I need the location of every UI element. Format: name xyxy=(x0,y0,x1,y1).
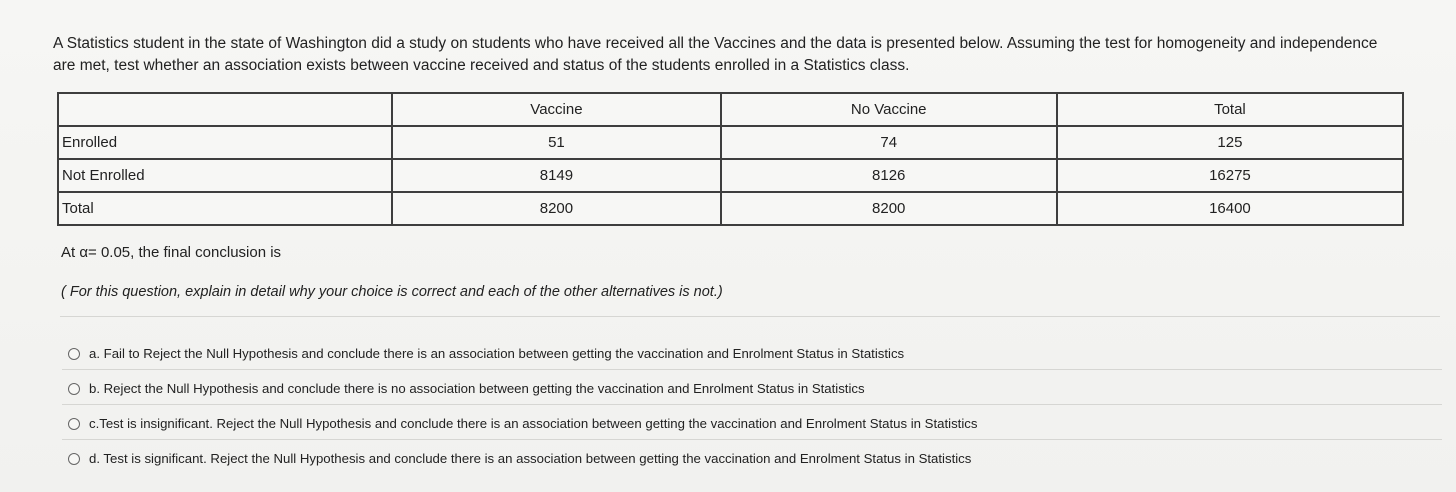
table-cell: 125 xyxy=(1057,126,1403,159)
table-cell: 8126 xyxy=(721,159,1057,192)
table-cell: 16275 xyxy=(1057,159,1403,192)
row-label-total: Total xyxy=(58,192,392,225)
radio-button-icon[interactable] xyxy=(68,418,80,430)
table-header-no-vaccine: No Vaccine xyxy=(721,93,1057,126)
table-cell: 8149 xyxy=(392,159,720,192)
choice-d[interactable] xyxy=(68,441,1448,476)
choice-b[interactable] xyxy=(68,371,1448,406)
contingency-table xyxy=(57,92,1404,226)
table-cell: 16400 xyxy=(1057,192,1403,225)
radio-button-icon[interactable] xyxy=(68,348,80,360)
row-label-enrolled: Enrolled xyxy=(58,126,392,159)
radio-button-icon[interactable] xyxy=(68,383,80,395)
row-label-not-enrolled: Not Enrolled xyxy=(58,159,392,192)
table-cell: 8200 xyxy=(392,192,720,225)
table-header-total: Total xyxy=(1057,93,1403,126)
choice-d-label: d. Test is significant. Reject the Null Hypothesis and conclude there is an association between getting the vaccination and Enrolment Status in Statistics xyxy=(89,451,972,466)
table-header-vaccine: Vaccine xyxy=(392,93,720,126)
table-cell: 51 xyxy=(392,126,720,159)
table-row xyxy=(58,159,1403,192)
table-cell: 8200 xyxy=(721,192,1057,225)
table-row xyxy=(58,126,1403,159)
choice-c[interactable] xyxy=(68,406,1448,441)
choice-c-label: c.Test is insignificant. Reject the Null Hypothesis and conclude there is an association between getting the vaccination and Enrolment Status in Statistics xyxy=(89,416,978,431)
choice-b-label: b. Reject the Null Hypothesis and conclude there is no association between getting the vaccination and Enrolment Status in Statistics xyxy=(89,381,865,396)
alpha-prompt: At α= 0.05, the final conclusion is xyxy=(61,244,282,261)
table-header-corner xyxy=(58,93,392,126)
choice-a-label: a. Fail to Reject the Null Hypothesis and conclude there is an association between getting the vaccination and Enrolment Status in Statistics xyxy=(89,346,905,361)
divider xyxy=(62,439,1442,440)
radio-button-icon[interactable] xyxy=(68,453,80,465)
instruction-note: ( For this question, explain in detail why your choice is correct and each of the other alternatives is not.) xyxy=(61,284,723,300)
choice-a[interactable] xyxy=(68,336,1448,371)
divider xyxy=(62,404,1442,405)
table-header-row xyxy=(58,93,1403,126)
table-row xyxy=(58,192,1403,225)
divider xyxy=(62,369,1442,370)
question-text: A Statistics student in the state of Washington did a study on students who have received all the Vaccines and the data is presented below. Assuming the test for homogeneity and independence are met, test whether an association exists between vaccine received and status of the students enrolled in a Statistics class. xyxy=(53,35,1378,74)
table-cell: 74 xyxy=(721,126,1057,159)
answer-choices xyxy=(68,336,1448,476)
divider xyxy=(60,316,1440,317)
